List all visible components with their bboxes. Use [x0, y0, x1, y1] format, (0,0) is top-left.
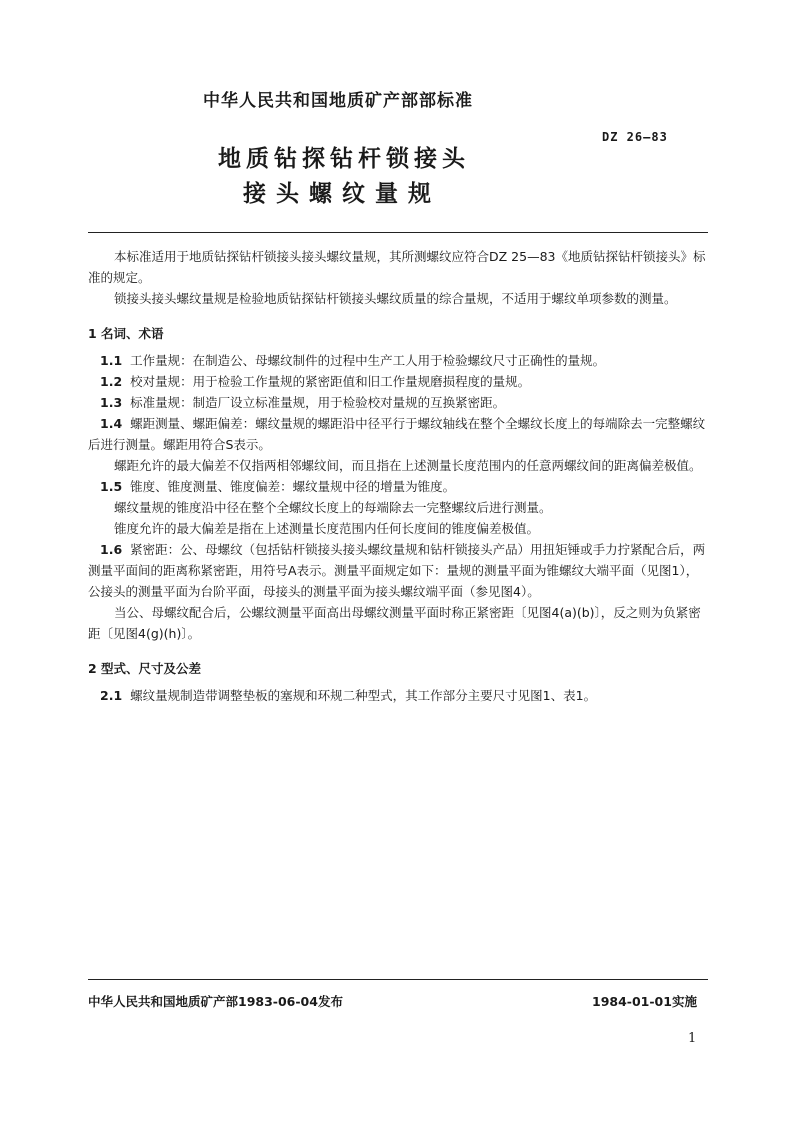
- clause-text: 工作量规：在制造公、母螺纹制件的过程中生产工人用于检验螺纹尺寸正确性的量规。: [130, 353, 606, 368]
- clause: [88, 476, 710, 497]
- clause-text: 校对量规：用于检验工作量规的紧密距值和旧工作量规磨损程度的量规。: [130, 374, 531, 389]
- clause: [88, 350, 710, 371]
- clause-number: 1.2: [100, 374, 123, 389]
- clause: [88, 392, 710, 413]
- clause-text: 锥度、锥度测量、锥度偏差：螺纹量规中径的增量为锥度。: [130, 479, 456, 494]
- section-heading: 1 名词、术语: [88, 326, 164, 341]
- clause: [88, 539, 710, 602]
- clause: [88, 685, 710, 706]
- footer-divider: [88, 979, 708, 980]
- clause: [88, 413, 710, 455]
- clause-number: 1.1: [100, 353, 123, 368]
- standard-code: DZ 26—83: [602, 130, 668, 144]
- clause-number: 1.4: [100, 416, 123, 431]
- clause-text: 螺纹量规制造带调整垫板的塞规和环规二种型式，其工作部分主要尺寸见图1、表1。: [130, 688, 597, 703]
- clause-number: 1.3: [100, 395, 123, 410]
- clause-number: 1.5: [100, 479, 123, 494]
- intro-paragraph: 锁接头接头螺纹量规是检验地质钻探钻杆锁接头螺纹质量的综合量规，不适用于螺纹单项参数的测量。: [114, 291, 677, 306]
- clause-number: 2.1: [100, 688, 123, 703]
- document-body: [88, 246, 710, 706]
- document-title-line2: 接头螺纹量规: [243, 181, 441, 207]
- clause-paragraph: 锥度允许的最大偏差是指在上述测量长度范围内任何长度间的锥度偏差极值。: [114, 521, 540, 536]
- header-divider: [88, 232, 708, 233]
- clause-text: 标准量规：制造厂设立标准量规，用于检验校对量规的互换紧密距。: [130, 395, 506, 410]
- clause: [88, 371, 710, 392]
- page-number: 1: [688, 1031, 697, 1046]
- clause-paragraph: 螺距允许的最大偏差不仅指两相邻螺纹间，而且指在上述测量长度范围内的任意两螺纹间的距离偏差极值。: [114, 458, 702, 473]
- issuer-title: 中华人民共和国地质矿产部部标准: [203, 91, 473, 111]
- effective-date: 1984-01-01实施: [592, 994, 697, 1009]
- intro-paragraph: 本标准适用于地质钻探钻杆锁接头接头螺纹量规，其所测螺纹应符合DZ 25—83《地质钻探钻杆锁接头》标准的规定。: [88, 249, 706, 285]
- clause-number: 1.6: [100, 542, 123, 557]
- document-title-line1: 地质钻探钻杆锁接头: [218, 146, 470, 172]
- section-heading: 2 型式、尺寸及公差: [88, 661, 202, 676]
- clause-paragraph: 当公、母螺纹配合后，公螺纹测量平面高出母螺纹测量平面时称正紧密距〔见图4(a)(b)〕，反之则为负紧密距〔见图4(g)(h)〕。: [88, 605, 701, 641]
- issue-date: 中华人民共和国地质矿产部1983-06-04发布: [88, 994, 343, 1009]
- clause-text: 紧密距：公、母螺纹（包括钻杆锁接头接头螺纹量规和钻杆锁接头产品）用扭矩锤或手力拧紧配合后，两测量平面间的距离称紧密距，用符号A表示。测量平面规定如下：量规的测量平面为锥螺纹大端平面（见图1），公接头的测量平面为台阶平面，母接头的测量平面为接头螺纹端平面（参见图4）。: [88, 542, 706, 599]
- clause-paragraph: 螺纹量规的锥度沿中径在整个全螺纹长度上的每端除去一完整螺纹后进行测量。: [114, 500, 552, 515]
- clause-text: 螺距测量、螺距偏差：螺纹量规的螺距沿中径平行于螺纹轴线在整个全螺纹长度上的每端除去一完整螺纹后进行测量。螺距用符合S表示。: [88, 416, 706, 452]
